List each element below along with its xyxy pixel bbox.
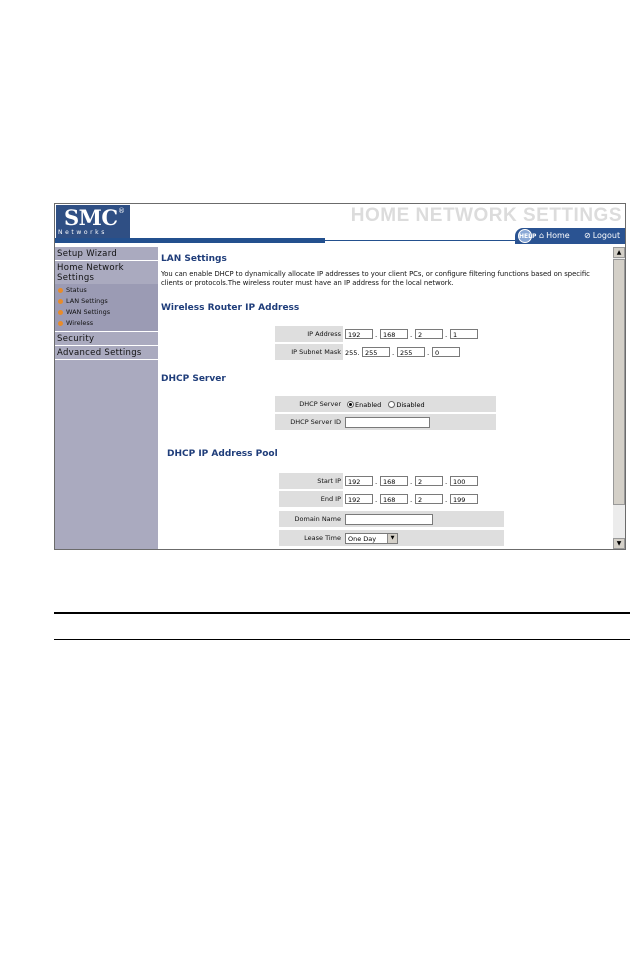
- end-ip-octet-2[interactable]: 168: [380, 494, 408, 504]
- scroll-up-arrow-icon[interactable]: ▲: [613, 247, 625, 258]
- ip-separator: .: [445, 331, 448, 339]
- sidebar: [55, 247, 158, 549]
- end-ip-label: End IP: [320, 495, 341, 503]
- ip-separator: .: [392, 349, 395, 357]
- ip-octet-3[interactable]: 2: [415, 329, 443, 339]
- ip-address-field: [343, 326, 496, 342]
- router-admin-screenshot: [54, 203, 626, 550]
- sidebar-subitem-status[interactable]: [55, 285, 158, 296]
- end-ip-octet-3[interactable]: 2: [415, 494, 443, 504]
- dhcp-server-id-input[interactable]: [345, 417, 430, 428]
- logout-icon: ⊘: [584, 231, 591, 240]
- ip-octet-1[interactable]: 192: [345, 329, 373, 339]
- domain-name-row: [279, 511, 504, 527]
- start-ip-octet-4[interactable]: 100: [450, 476, 478, 486]
- ip-separator: .: [410, 496, 413, 504]
- sidebar-subitem-wireless[interactable]: [55, 318, 158, 329]
- dhcp-server-id-cell: [343, 414, 496, 430]
- start-ip-octet-1[interactable]: 192: [345, 476, 373, 486]
- end-ip-row: [279, 491, 504, 507]
- subnet-mask-field: [343, 344, 496, 360]
- ip-separator: .: [410, 331, 413, 339]
- subnet-mask-row: [275, 344, 496, 360]
- dhcp-server-id-row: [275, 414, 496, 430]
- ip-separator: .: [375, 478, 378, 486]
- page-heading: LAN Settings: [161, 254, 227, 264]
- subnet-mask-label: IP Subnet Mask: [291, 348, 341, 356]
- subnet-mask-prefix: 255.: [345, 349, 360, 357]
- logo-subtitle: Networks: [58, 229, 107, 236]
- start-ip-row: [279, 473, 504, 489]
- ip-separator: .: [410, 478, 413, 486]
- end-ip-octet-1[interactable]: 192: [345, 494, 373, 504]
- ip-octet-2[interactable]: 168: [380, 329, 408, 339]
- domain-name-input[interactable]: [345, 514, 433, 525]
- sidebar-subitem-label: WAN Settings: [66, 308, 111, 316]
- header-divider: [55, 238, 325, 243]
- dhcp-server-row: [275, 396, 496, 412]
- main-content: [158, 247, 613, 549]
- router-ip-heading: Wireless Router IP Address: [161, 303, 300, 313]
- smc-logo: [56, 205, 130, 239]
- start-ip-label: Start IP: [317, 477, 341, 485]
- sidebar-subitem-lan-settings[interactable]: [55, 296, 158, 307]
- header-divider-thin: [325, 240, 525, 241]
- dhcp-enabled-radio[interactable]: [347, 401, 354, 408]
- sidebar-item-home-network-settings[interactable]: Home Network Settings: [57, 263, 124, 283]
- ip-octet-4[interactable]: 1: [450, 329, 478, 339]
- ip-separator: .: [375, 496, 378, 504]
- sidebar-item-setup-wizard[interactable]: Setup Wizard: [55, 247, 158, 261]
- end-ip-field: [343, 491, 504, 507]
- help-globe-icon[interactable]: HELP: [518, 229, 532, 243]
- mask-octet-3[interactable]: 255: [397, 347, 425, 357]
- dhcp-pool-heading: DHCP IP Address Pool: [167, 449, 278, 459]
- lease-time-value: One Day: [348, 535, 377, 543]
- home-icon: ⌂: [539, 231, 545, 240]
- ip-address-label: IP Address: [307, 330, 341, 338]
- start-ip-octet-3[interactable]: 2: [415, 476, 443, 486]
- sidebar-subitem-label: Status: [66, 286, 87, 294]
- header: [55, 204, 625, 247]
- sidebar-subitem-label: Wireless: [66, 319, 94, 327]
- lease-time-select[interactable]: [345, 533, 398, 544]
- dhcp-disabled-label: Disabled: [396, 400, 425, 409]
- ip-separator: .: [375, 331, 378, 339]
- domain-name-cell: [343, 511, 504, 527]
- page-rule-thin: [54, 639, 630, 640]
- scrollbar-thumb[interactable]: [613, 259, 625, 505]
- sidebar-submenu: [55, 284, 158, 332]
- sidebar-item-advanced-settings[interactable]: Advanced Settings: [55, 346, 158, 360]
- dhcp-server-id-label: DHCP Server ID: [290, 418, 341, 426]
- page-description: You can enable DHCP to dynamically allocate IP addresses to your client PCs, or configure filtering functions based on specific clients or protocols.The wireless router must have an IP address for the local network.: [161, 270, 590, 287]
- sidebar-subitem-wan-settings[interactable]: [55, 307, 158, 318]
- dhcp-disabled-radio[interactable]: [388, 401, 395, 408]
- chevron-down-icon: ▼: [387, 534, 397, 543]
- orange-bullet-icon: [58, 288, 63, 293]
- start-ip-octet-2[interactable]: 168: [380, 476, 408, 486]
- logout-link[interactable]: [584, 231, 620, 240]
- start-ip-field: [343, 473, 504, 489]
- ip-address-row: [275, 326, 496, 342]
- logout-label: Logout: [592, 231, 621, 240]
- page-title: HOME NETWORK SETTINGS: [350, 205, 622, 226]
- mask-octet-2[interactable]: 255: [362, 347, 390, 357]
- ip-separator: .: [445, 478, 448, 486]
- lease-time-row: [279, 530, 504, 546]
- dhcp-server-label: DHCP Server: [299, 400, 341, 408]
- orange-bullet-icon: [58, 299, 63, 304]
- logo-registered: ®: [118, 207, 125, 215]
- ip-separator: .: [445, 496, 448, 504]
- lease-time-label: Lease Time: [304, 534, 341, 542]
- sidebar-item-security[interactable]: Security: [55, 332, 158, 346]
- dhcp-server-options: [343, 396, 496, 412]
- vertical-scrollbar[interactable]: [613, 247, 625, 549]
- orange-bullet-icon: [58, 321, 63, 326]
- lease-time-cell: [343, 530, 504, 546]
- end-ip-octet-4[interactable]: 199: [450, 494, 478, 504]
- dhcp-enabled-label: Enabled: [355, 400, 382, 409]
- scroll-down-arrow-icon[interactable]: ▼: [613, 538, 625, 549]
- sidebar-subitem-label: LAN Settings: [66, 297, 108, 305]
- ip-separator: .: [427, 349, 430, 357]
- page-rule-thick: [54, 612, 630, 614]
- dhcp-server-heading: DHCP Server: [161, 374, 226, 384]
- logo-brand: SMC: [64, 205, 118, 230]
- orange-bullet-icon: [58, 310, 63, 315]
- domain-name-label: Domain Name: [294, 515, 341, 523]
- home-label: Home: [546, 231, 570, 240]
- mask-octet-4[interactable]: 0: [432, 347, 460, 357]
- top-nav: [515, 228, 625, 244]
- home-link[interactable]: [539, 231, 570, 240]
